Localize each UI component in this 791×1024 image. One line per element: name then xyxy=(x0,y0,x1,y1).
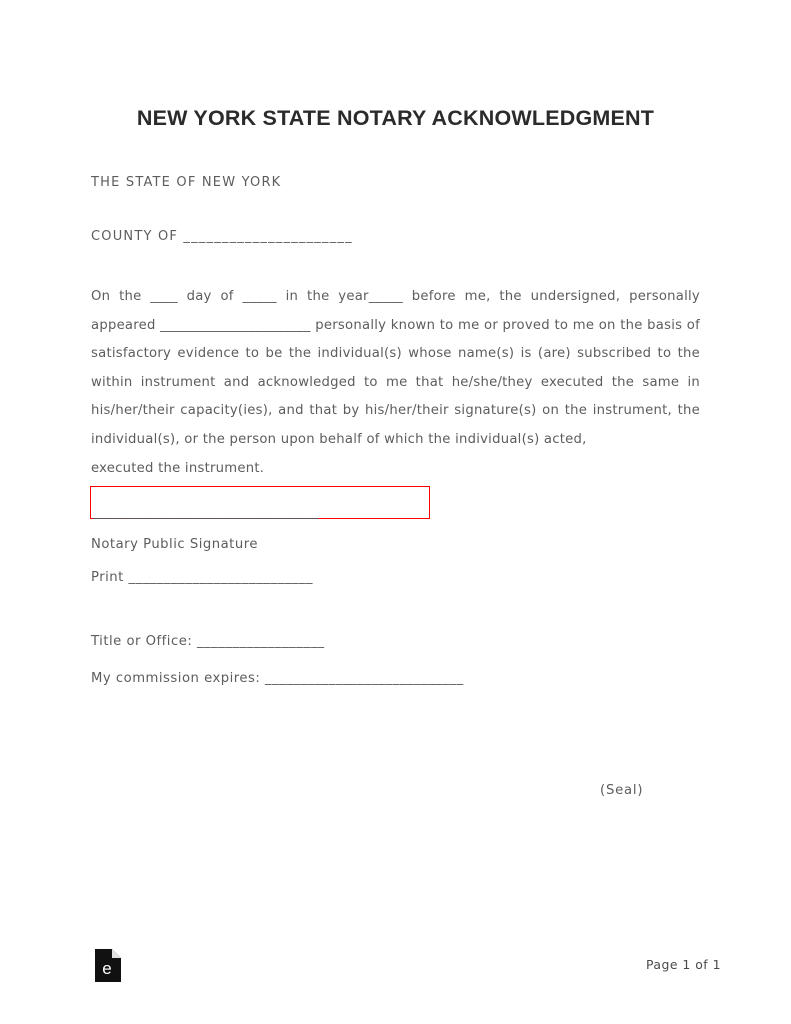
state-line: THE STATE OF NEW YORK xyxy=(91,175,282,190)
commission-expires-field[interactable]: My commission expires: ____________________________ xyxy=(91,671,464,686)
acknowledgment-paragraph xyxy=(91,283,700,483)
page-title: NEW YORK STATE NOTARY ACKNOWLEDGMENT xyxy=(136,106,655,131)
notary-signature-label: Notary Public Signature xyxy=(91,537,258,552)
title-or-office-field[interactable]: Title or Office: __________________ xyxy=(91,634,325,649)
page-number: Page 1 of 1 xyxy=(645,957,721,972)
svg-text:e: e xyxy=(102,959,112,978)
county-line[interactable]: COUNTY OF ______________________ xyxy=(91,229,353,244)
jurisdiction-block xyxy=(91,175,700,244)
document-e-logo-icon xyxy=(95,949,121,982)
print-name-field[interactable]: Print __________________________ xyxy=(91,570,313,585)
acknowledgment-paragraph-lastline: executed the instrument. xyxy=(91,460,265,476)
seal-label: (Seal) xyxy=(600,783,644,798)
acknowledgment-paragraph-body: On the ____ day of _____ in the year_____ before me, the undersigned, personally appeared ______________________ personally known to me or proved to me on the basis of satisfactory evidence to be the individual(s) whose name(s) is (are) subscribed to the within instrument and acknowledged to me that he/she/they executed the same in his/her/their capacity(ies), and that by his/her/their signature(s) on the instrument, the individual(s), or the person upon behalf of which the individual(s) acted, xyxy=(91,289,700,447)
notary-signature-field[interactable] xyxy=(90,486,430,519)
notary-signature-rule: _________________________________ xyxy=(93,505,319,520)
